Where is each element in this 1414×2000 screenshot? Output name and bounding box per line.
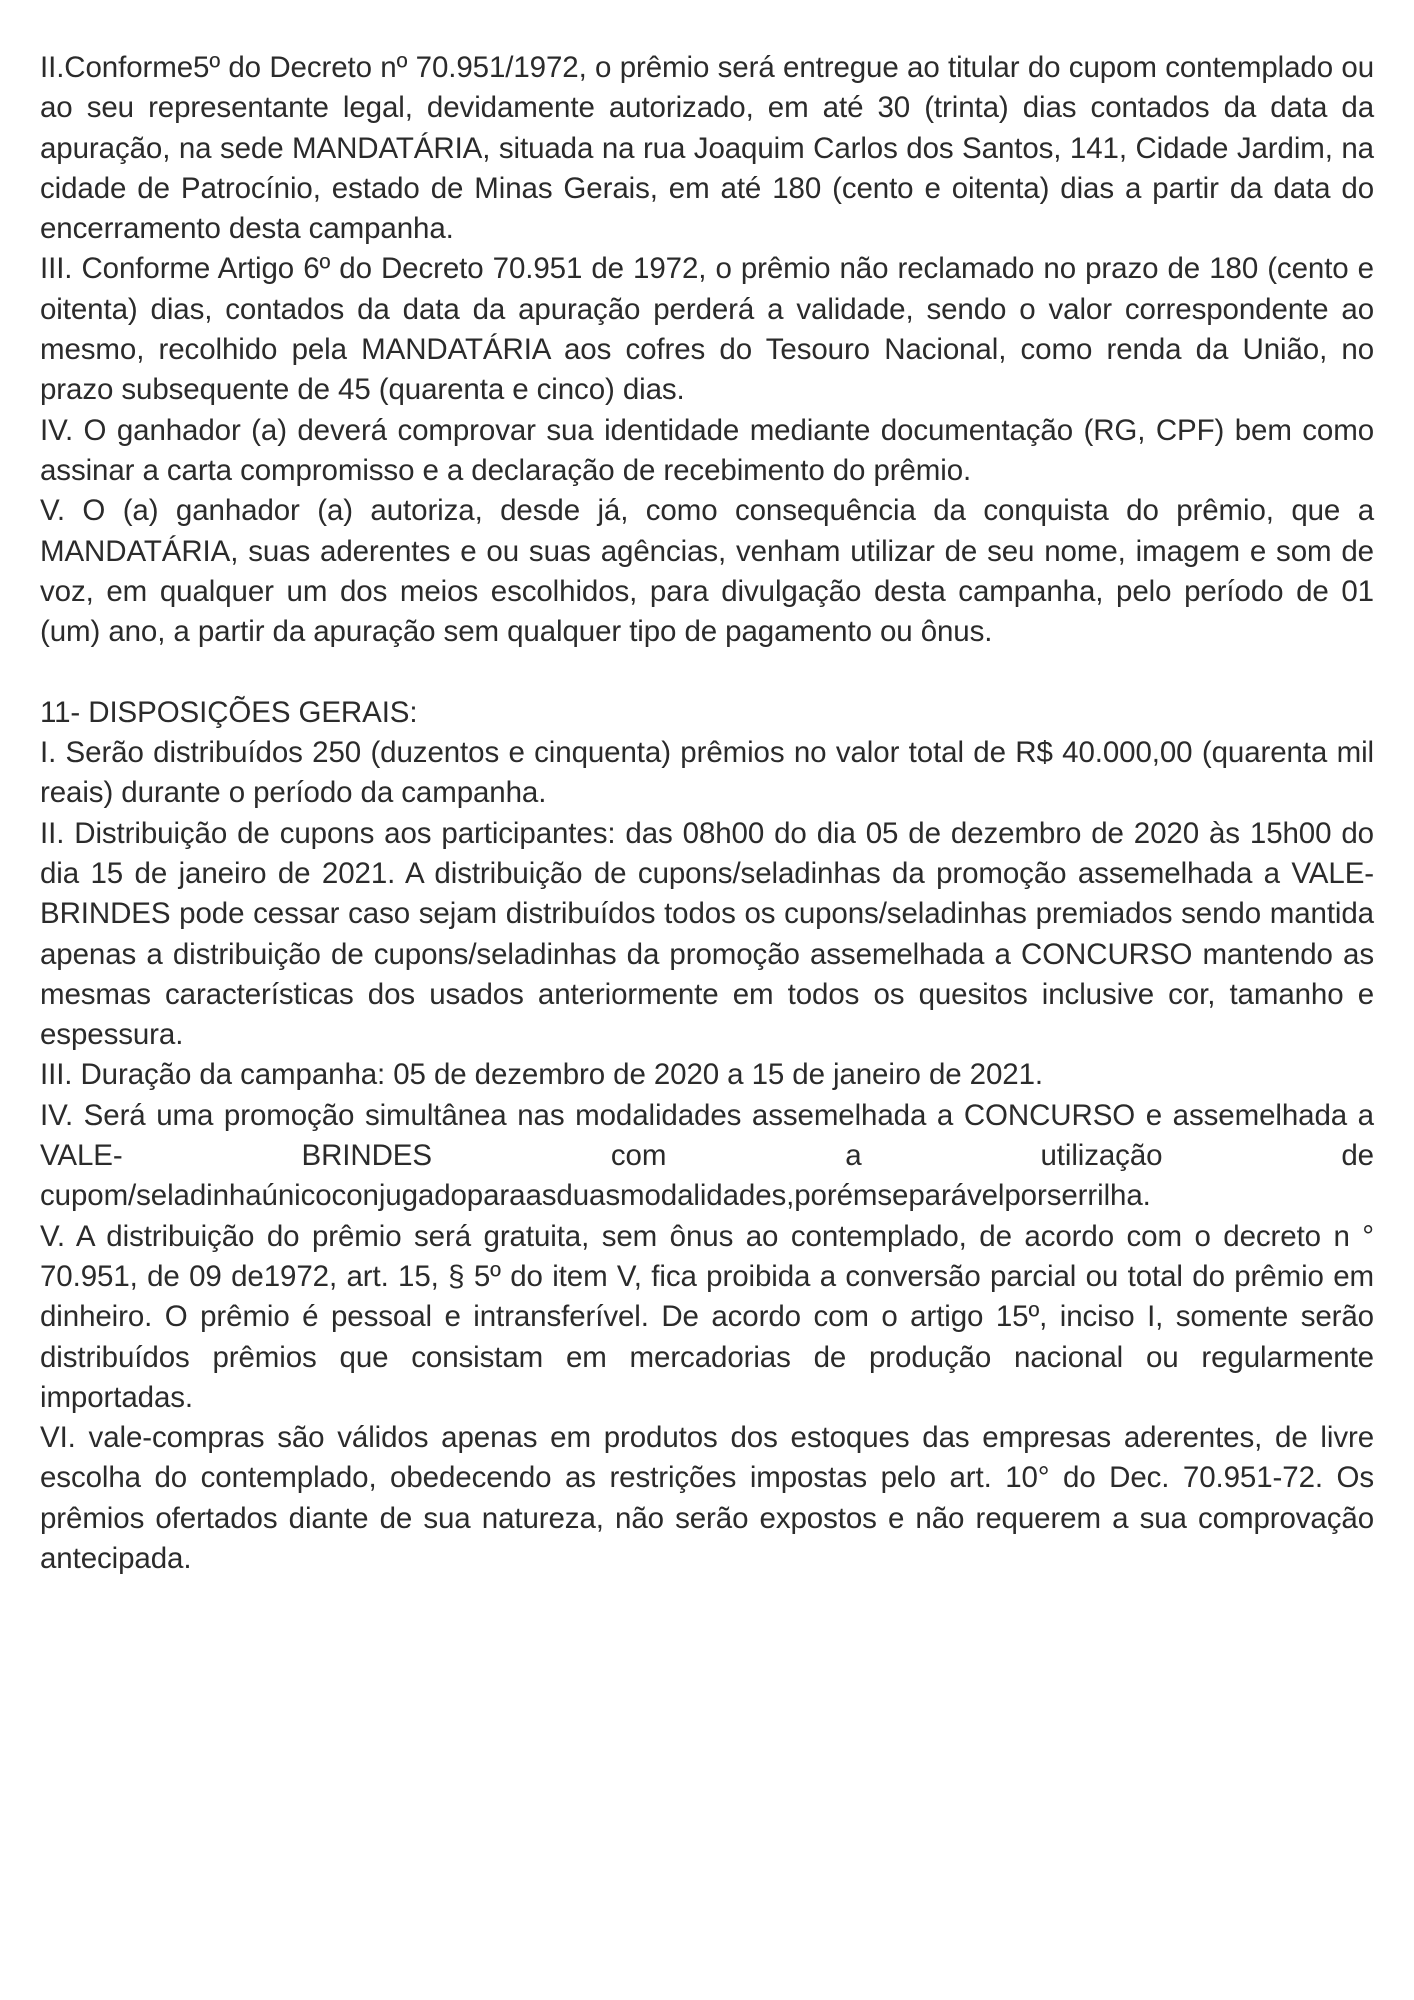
clause-11-vi-paragraph: VI. vale-compras são válidos apenas em produtos dos estoques das empresas aderentes, de livre escolha do contemplado, obedecendo as restrições impostas pelo art. 10° do Dec. 70.951-72. Os prêmios ofertados diante de sua natureza, não serão expostos e não requerem a sua comprovação antecipada.: [40, 1421, 1374, 1575]
section-11-heading: 11- DISPOSIÇÕES GERAIS:: [40, 695, 418, 729]
clause-10-v-paragraph: V. O (a) ganhador (a) autoriza, desde já, como consequência da conquista do prêmio, que a MANDATÁRIA, suas aderentes e ou suas agências, venham utilizar de seu nome, imagem e som de voz, em qualquer um dos meios escolhidos, para divulgação desta campanha, pelo período de 01 (um) ano, a partir da apuração sem qualquer tipo de pagamento ou ônus.: [40, 494, 1374, 649]
clause-11-ii-paragraph: II. Distribuição de cupons aos participantes: das 08h00 do dia 05 de dezembro de 2020 às 15h00 do dia 15 de janeiro de 2021. A distribuição de cupons/seladinhas da promoção assemelhada a VALE-BRINDES pode cessar caso sejam distribuídos todos os cupons/seladinhas premiados sendo mantida apenas a distribuição de cupons/seladinhas da promoção assemelhada a CONCURSO mantendo as mesmas características dos usados anteriormente em todos os quesitos inclusive cor, tamanho e espessura.: [40, 816, 1374, 1052]
clause-11-iv-paragraph-part1: IV. Será uma promoção simultânea nas modalidades assemelhada a CONCURSO e assemelhada a VALE- BRINDES com a utilização de: [40, 1098, 1374, 1173]
section-spacer: [40, 652, 1374, 692]
clause-11-iii-paragraph: III. Duração da campanha: 05 de dezembro de 2020 a 15 de janeiro de 2021.: [40, 1058, 1043, 1092]
clause-11-i-paragraph: I. Serão distribuídos 250 (duzentos e cinquenta) prêmios no valor total de R$ 40.000,00 (quarenta mil reais) durante o período da campanha.: [40, 736, 1374, 810]
document-body: [40, 48, 1374, 1579]
clause-10-ii-paragraph: II.Conforme5º do Decreto nº 70.951/1972, o prêmio será entregue ao titular do cupom contemplado ou ao seu representante legal, devidamente autorizado, em até 30 (trinta) dias contados da data da apuração, na sede MANDATÁRIA, situada na rua Joaquim Carlos dos Santos, 141, Cidade Jardim, na cidade de Patrocínio, estado de Minas Gerais, em até 180 (cento e oitenta) dias a partir da data do encerramento desta campanha.: [40, 51, 1374, 246]
clause-11-iv-paragraph-part2: cupom/seladinhaúnicoconjugadoparaasduasmodalidades,porémseparávelporserrilha.: [40, 1179, 1151, 1213]
clause-10-iv-paragraph: IV. O ganhador (a) deverá comprovar sua identidade mediante documentação (RG, CPF) bem como assinar a carta compromisso e a declaração de recebimento do prêmio.: [40, 413, 1374, 487]
clause-11-v-paragraph: V. A distribuição do prêmio será gratuita, sem ônus ao contemplado, de acordo com o decreto n ° 70.951, de 09 de1972, art. 15, § 5º do item V, fica proibida a conversão parcial ou total do prêmio em dinheiro. O prêmio é pessoal e intransferível. De acordo com o artigo 15º, inciso I, somente serão distribuídos prêmios que consistam em mercadorias de produção nacional ou regularmente importadas.: [40, 1219, 1374, 1414]
clause-10-iii-paragraph: III. Conforme Artigo 6º do Decreto 70.951 de 1972, o prêmio não reclamado no prazo de 180 (cento e oitenta) dias, contados da data da apuração perderá a validade, sendo o valor correspondente ao mesmo, recolhido pela MANDATÁRIA aos cofres do Tesouro Nacional, como renda da União, no prazo subsequente de 45 (quarenta e cinco) dias.: [40, 252, 1374, 407]
